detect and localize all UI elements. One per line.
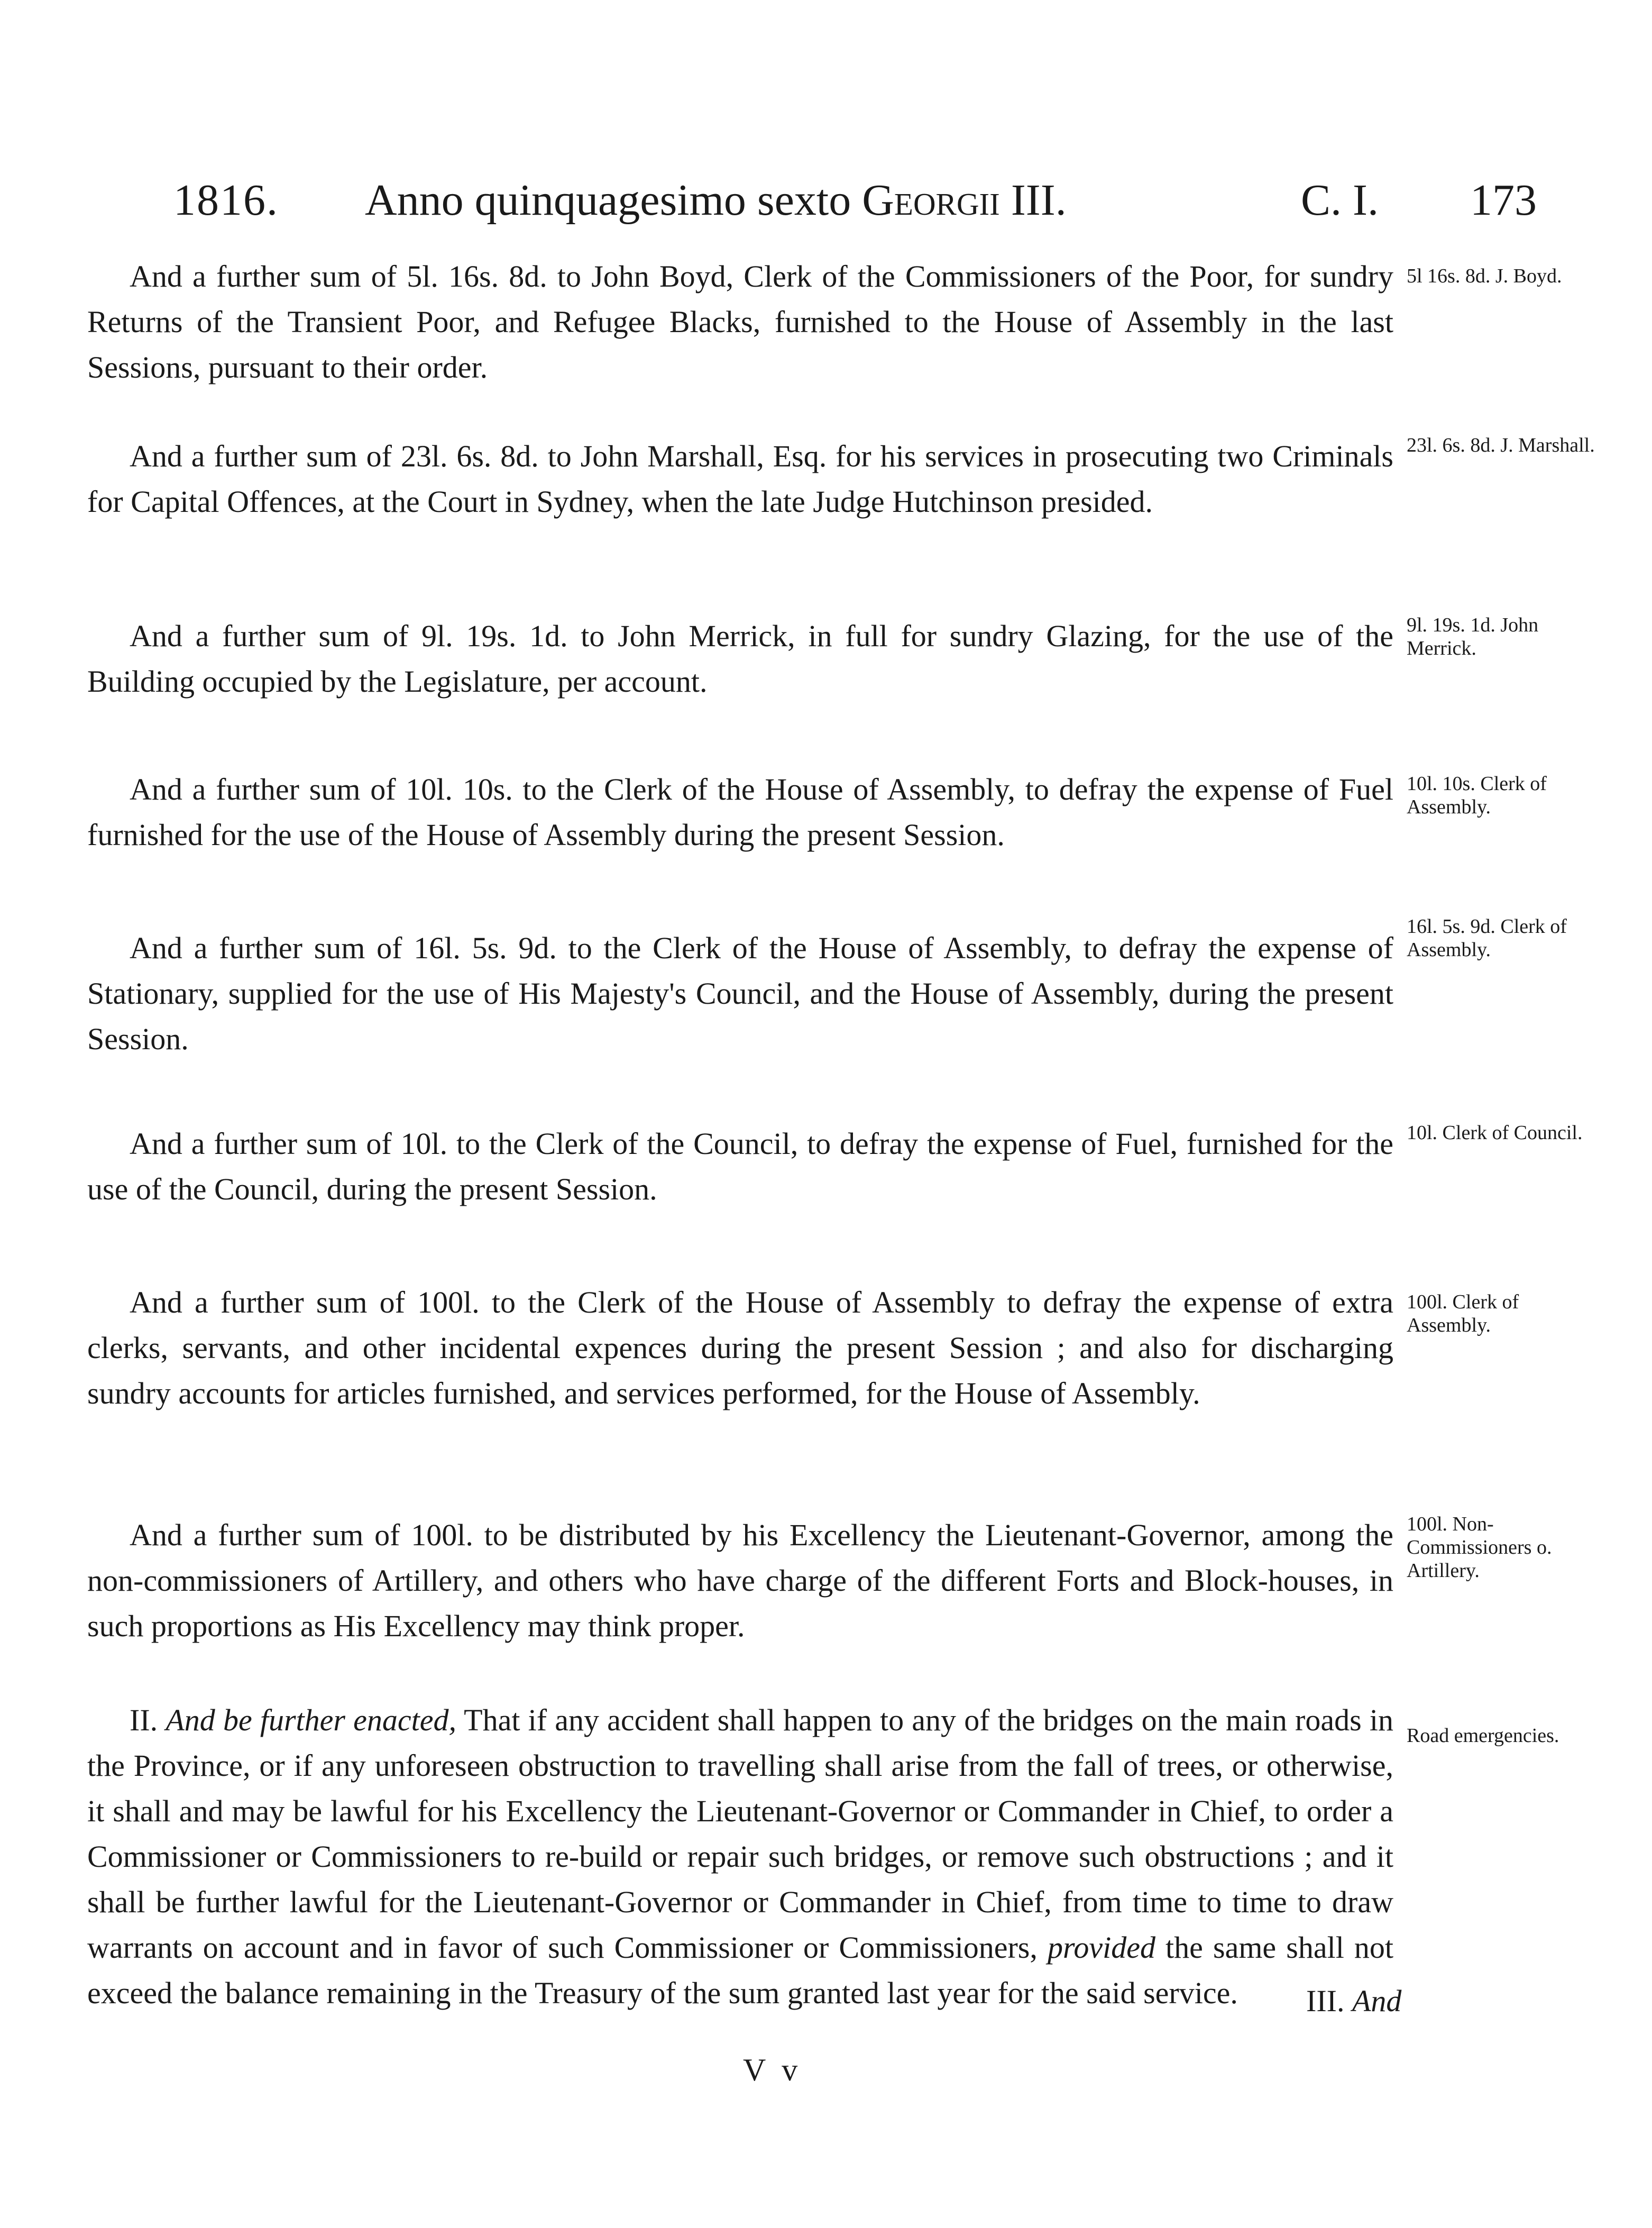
section-two-text-part2: the same shall not exceed the balance remaining in the Treasury of the sum granted last year for the said service.: [87, 1930, 1394, 2010]
header-year: 1816.: [173, 176, 279, 225]
signature-mark: V v: [743, 2052, 802, 2087]
section-two-number: II.: [130, 1703, 158, 1737]
catchword-number: III.: [1306, 1984, 1345, 2018]
grant-paragraph-extra-clerks: And a further sum of 100l. to the Clerk of the House of Assembly to defray the expense of extra clerks, servants, and other incidental expences during the present Session ; and also for discharging sundry accounts for articles furnished, and services performed, for the House of Assembly.: [87, 1285, 1393, 1410]
header-title-lead: Anno quinquagesimo sexto: [365, 176, 862, 225]
header-title: [365, 175, 1067, 226]
grant-paragraph-boyd: And a further sum of 5l. 16s. 8d. to John Boyd, Clerk of the Commissioners of the Poor, for sundry Returns of the Transient Poor, and Refugee Blacks, furnished to the House of Assembly in the last Sessions, pursuant to their order.: [87, 259, 1393, 384]
margin-note-extra-clerks: 100l. Clerk of Assembly.: [1407, 1291, 1519, 1336]
grant-paragraph-fuel-council: And a further sum of 10l. to the Clerk of the Council, to defray the expense of Fuel, furnished for the use of the Council, during the present Session.: [87, 1126, 1393, 1206]
section-two-paragraph: [87, 1698, 1393, 2016]
section-two-text-part1: That if any accident shall happen to any of the bridges on the main roads in the Province, or if any unforeseen obstruction to travelling shall arise from the fall of trees, or otherwise, it shall and may be lawful for his Excellency the Lieutenant-Governor or Commander in Chief, to order a Commissioner or Commissioners to re-build or repair such bridges, or remove such obstructions ; and it shall be further lawful for the Lieutenant-Governor or Commander in Chief, from time to time to draw warrants on account and in favor of such Commissioner or Commissioners,: [87, 1703, 1393, 1965]
running-header: [0, 175, 1652, 238]
margin-note-road-emergencies: Road emergencies.: [1407, 1725, 1559, 1747]
grant-paragraph-fuel-assembly: And a further sum of 10l. 10s. to the Clerk of the House of Assembly, to defray the expense of Fuel furnished for the use of the House of Assembly during the present Session.: [87, 772, 1393, 852]
margin-note-artillery: 100l. Non-Commissioners o. Artillery.: [1407, 1513, 1552, 1582]
header-page-number: 173: [1470, 176, 1537, 225]
grant-paragraph-merrick: And a further sum of 9l. 19s. 1d. to John Merrick, in full for sundry Glazing, for the use of the Building occupied by the Legislature, per account.: [87, 619, 1393, 699]
header-title-king: Georgii: [862, 176, 1000, 225]
margin-note-boyd: 5l 16s. 8d. J. Boyd.: [1407, 265, 1562, 287]
margin-note-merrick: 9l. 19s. 1d. John Merrick.: [1407, 614, 1539, 659]
section-two-provided: provided: [1047, 1930, 1155, 1965]
catchword-word: And: [1352, 1984, 1402, 2018]
catchword: [1306, 1983, 1401, 2019]
margin-note-fuel-assembly: 10l. 10s. Clerk of Assembly.: [1407, 773, 1547, 818]
margin-note-stationary: 16l. 5s. 9d. Clerk of Assembly.: [1407, 915, 1567, 961]
margin-note-marshall: 23l. 6s. 8d. J. Marshall.: [1407, 434, 1595, 456]
grant-paragraph-stationary: And a further sum of 16l. 5s. 9d. to the Clerk of the House of Assembly, to defray the expense of Stationary, supplied for the use of His Majesty's Council, and the House of Assembly, during the present Session.: [87, 931, 1393, 1056]
header-title-tail: III.: [999, 176, 1067, 225]
header-chapter: C. I.: [1301, 176, 1379, 225]
section-two-enacting-phrase: And be further enacted,: [166, 1703, 457, 1737]
grant-paragraph-artillery: And a further sum of 100l. to be distributed by his Excellency the Lieutenant-Governor, among the non-commissioners of Artillery, and others who have charge of the different Forts and Block-houses, in such proportions as His Excellency may think proper.: [87, 1518, 1393, 1643]
grant-paragraph-marshall: And a further sum of 23l. 6s. 8d. to John Marshall, Esq. for his services in prosecuting two Criminals for Capital Offences, at the Court in Sydney, when the late Judge Hutchinson presided.: [87, 439, 1393, 519]
margin-note-fuel-council: 10l. Clerk of Council.: [1407, 1122, 1583, 1144]
